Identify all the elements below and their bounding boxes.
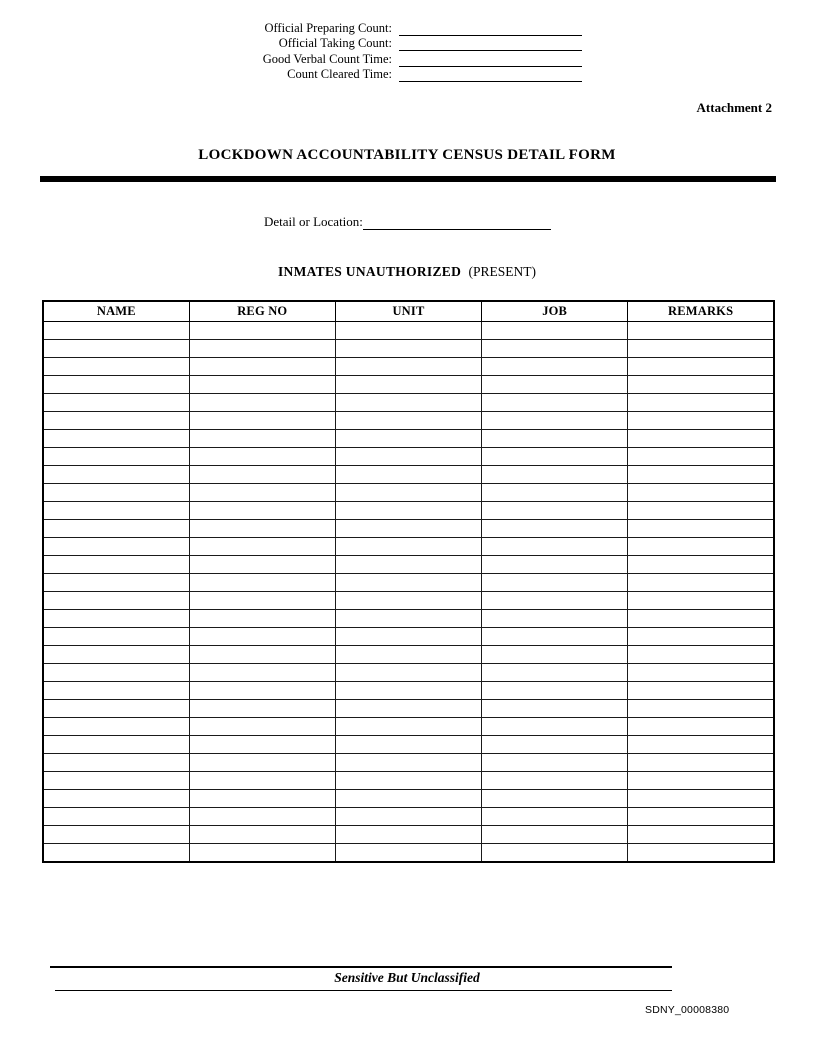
table-cell-empty — [335, 736, 481, 754]
table-cell-empty — [628, 466, 774, 484]
table-cell-empty — [43, 340, 189, 358]
table-cell-empty — [335, 718, 481, 736]
footer-rule-bottom — [55, 990, 672, 991]
table-cell-empty — [43, 466, 189, 484]
table-cell-empty — [482, 754, 628, 772]
table-cell-empty — [335, 412, 481, 430]
table-cell-empty — [628, 826, 774, 844]
table-row — [43, 592, 774, 610]
count-field-row — [240, 67, 582, 83]
table-cell-empty — [43, 718, 189, 736]
table-cell-empty — [335, 466, 481, 484]
table-cell-empty — [189, 808, 335, 826]
table-cell-empty — [482, 826, 628, 844]
table-cell-empty — [335, 448, 481, 466]
table-cell-empty — [628, 358, 774, 376]
table-cell-empty — [482, 448, 628, 466]
table-cell-empty — [628, 772, 774, 790]
table-cell-empty — [189, 610, 335, 628]
table-cell-empty — [335, 340, 481, 358]
table-cell-empty — [335, 772, 481, 790]
table-row — [43, 466, 774, 484]
section-heading-bold: INMATES UNAUTHORIZED — [277, 264, 462, 279]
count-field-row — [240, 20, 582, 36]
table-cell-empty — [482, 358, 628, 376]
table-cell-empty — [43, 520, 189, 538]
table-row — [43, 628, 774, 646]
table-cell-empty — [189, 592, 335, 610]
table-cell-empty — [628, 646, 774, 664]
table-cell-empty — [189, 322, 335, 340]
count-field-label: Good Verbal Count Time: — [262, 51, 392, 66]
table-row — [43, 538, 774, 556]
table-cell-empty — [335, 592, 481, 610]
table-cell-empty — [189, 574, 335, 592]
table-cell-empty — [482, 844, 628, 863]
table-cell-empty — [43, 790, 189, 808]
table-cell-empty — [482, 574, 628, 592]
table-cell-empty — [628, 808, 774, 826]
table-row — [43, 340, 774, 358]
table-cell-empty — [628, 412, 774, 430]
table-cell-empty — [628, 628, 774, 646]
table-cell-empty — [43, 682, 189, 700]
table-cell-empty — [482, 718, 628, 736]
table-cell-empty — [43, 592, 189, 610]
table-cell-empty — [482, 484, 628, 502]
table-cell-empty — [335, 610, 481, 628]
table-cell-empty — [628, 754, 774, 772]
table-cell-empty — [628, 736, 774, 754]
table-cell-empty — [43, 664, 189, 682]
table-cell-empty — [43, 646, 189, 664]
table-cell-empty — [335, 394, 481, 412]
count-field-row — [240, 36, 582, 52]
table-cell-empty — [189, 502, 335, 520]
count-field-label: Official Taking Count: — [278, 36, 392, 50]
table-cell-empty — [189, 430, 335, 448]
title-divider-rule — [40, 176, 776, 182]
table-cell-empty — [628, 700, 774, 718]
table-cell-empty — [43, 574, 189, 592]
table-row — [43, 502, 774, 520]
table-cell-empty — [482, 376, 628, 394]
table-row — [43, 358, 774, 376]
table-cell-empty — [482, 682, 628, 700]
attachment-label: Attachment 2 — [696, 100, 772, 115]
table-cell-empty — [43, 484, 189, 502]
table-cell-empty — [335, 502, 481, 520]
table-cell-empty — [628, 718, 774, 736]
table-cell-empty — [628, 394, 774, 412]
table-cell-empty — [628, 376, 774, 394]
table-cell-empty — [43, 700, 189, 718]
table-row — [43, 700, 774, 718]
table-cell-empty — [189, 340, 335, 358]
table-cell-empty — [628, 430, 774, 448]
table-cell-empty — [628, 592, 774, 610]
table-cell-empty — [628, 340, 774, 358]
table-cell-empty — [335, 322, 481, 340]
table-cell-empty — [43, 556, 189, 574]
table-row — [43, 376, 774, 394]
table-cell-empty — [335, 790, 481, 808]
table-row — [43, 718, 774, 736]
table-cell-empty — [335, 484, 481, 502]
table-cell-empty — [628, 556, 774, 574]
table-cell-empty — [43, 628, 189, 646]
table-cell-empty — [189, 448, 335, 466]
table-row — [43, 826, 774, 844]
table-cell-empty — [628, 484, 774, 502]
table-row — [43, 682, 774, 700]
table-cell-empty — [43, 376, 189, 394]
table-cell-empty — [335, 808, 481, 826]
table-row — [43, 574, 774, 592]
table-row — [43, 664, 774, 682]
table-header-row — [43, 301, 774, 322]
table-cell-empty — [628, 538, 774, 556]
detail-or-location-label: Detail or Location: — [264, 214, 363, 229]
census-table-header — [43, 301, 774, 322]
column-header-remarks: REMARKS — [628, 301, 774, 322]
table-cell-empty — [43, 322, 189, 340]
table-cell-empty — [335, 844, 481, 863]
table-cell-empty — [628, 574, 774, 592]
table-row — [43, 754, 774, 772]
table-cell-empty — [189, 826, 335, 844]
table-cell-empty — [189, 718, 335, 736]
table-cell-empty — [335, 664, 481, 682]
table-row — [43, 430, 774, 448]
table-cell-empty — [482, 466, 628, 484]
table-row — [43, 646, 774, 664]
table-cell-empty — [189, 736, 335, 754]
table-cell-empty — [482, 340, 628, 358]
table-cell-empty — [482, 610, 628, 628]
table-cell-empty — [482, 772, 628, 790]
table-cell-empty — [482, 628, 628, 646]
table-cell-empty — [482, 700, 628, 718]
table-cell-empty — [482, 502, 628, 520]
table-cell-empty — [43, 430, 189, 448]
table-cell-empty — [628, 610, 774, 628]
table-row — [43, 322, 774, 340]
table-row — [43, 736, 774, 754]
table-cell-empty — [189, 412, 335, 430]
table-cell-empty — [335, 430, 481, 448]
table-cell-empty — [482, 592, 628, 610]
table-cell-empty — [189, 520, 335, 538]
table-cell-empty — [43, 538, 189, 556]
table-cell-empty — [43, 808, 189, 826]
table-cell-empty — [482, 646, 628, 664]
table-cell-empty — [189, 466, 335, 484]
table-row — [43, 394, 774, 412]
table-cell-empty — [335, 646, 481, 664]
table-cell-empty — [189, 844, 335, 863]
table-row — [43, 808, 774, 826]
count-fields-block — [240, 20, 582, 82]
table-cell-empty — [43, 610, 189, 628]
table-cell-empty — [628, 790, 774, 808]
table-row — [43, 484, 774, 502]
table-row — [43, 772, 774, 790]
table-cell-empty — [335, 700, 481, 718]
section-heading — [0, 264, 814, 280]
table-cell-empty — [482, 556, 628, 574]
table-row — [43, 556, 774, 574]
table-cell-empty — [43, 448, 189, 466]
table-cell-empty — [189, 664, 335, 682]
table-cell-empty — [43, 826, 189, 844]
table-cell-empty — [335, 574, 481, 592]
table-cell-empty — [189, 772, 335, 790]
table-cell-empty — [189, 358, 335, 376]
table-cell-empty — [482, 520, 628, 538]
table-cell-empty — [628, 502, 774, 520]
footer-rule-top — [50, 966, 672, 968]
table-cell-empty — [189, 700, 335, 718]
census-table — [42, 300, 775, 863]
bates-number: SDNY_00008380 — [645, 1004, 730, 1016]
table-cell-empty — [482, 808, 628, 826]
table-cell-empty — [482, 322, 628, 340]
table-cell-empty — [628, 844, 774, 863]
table-cell-empty — [482, 430, 628, 448]
table-cell-empty — [335, 754, 481, 772]
table-cell-empty — [43, 412, 189, 430]
table-cell-empty — [335, 358, 481, 376]
table-cell-empty — [482, 664, 628, 682]
column-header-unit: UNIT — [335, 301, 481, 322]
count-field-blank-line — [399, 53, 582, 67]
table-cell-empty — [482, 538, 628, 556]
table-cell-empty — [335, 826, 481, 844]
table-cell-empty — [189, 556, 335, 574]
column-header-reg-no: REG NO — [189, 301, 335, 322]
table-cell-empty — [189, 394, 335, 412]
count-field-blank-line — [399, 68, 582, 82]
table-cell-empty — [43, 502, 189, 520]
table-cell-empty — [335, 538, 481, 556]
table-cell-empty — [189, 646, 335, 664]
table-cell-empty — [189, 538, 335, 556]
table-cell-empty — [43, 394, 189, 412]
page-title: LOCKDOWN ACCOUNTABILITY CENSUS DETAIL FORM — [198, 147, 616, 163]
table-cell-empty — [43, 736, 189, 754]
table-cell-empty — [335, 556, 481, 574]
count-field-label: Official Preparing Count: — [264, 20, 392, 35]
table-cell-empty — [482, 736, 628, 754]
table-row — [43, 448, 774, 466]
table-cell-empty — [628, 520, 774, 538]
table-row — [43, 790, 774, 808]
count-field-blank-line — [399, 37, 582, 51]
table-cell-empty — [43, 754, 189, 772]
detail-or-location-field — [264, 214, 551, 230]
table-cell-empty — [482, 790, 628, 808]
detail-or-location-blank-line — [363, 216, 551, 230]
table-cell-empty — [482, 412, 628, 430]
classification-marking: Sensitive But Unclassified — [334, 970, 480, 985]
table-cell-empty — [189, 484, 335, 502]
count-field-blank-line — [399, 22, 582, 36]
table-cell-empty — [628, 448, 774, 466]
census-table-body — [43, 322, 774, 863]
table-cell-empty — [335, 520, 481, 538]
table-cell-empty — [628, 664, 774, 682]
table-cell-empty — [628, 682, 774, 700]
table-cell-empty — [335, 682, 481, 700]
table-cell-empty — [628, 322, 774, 340]
column-header-job: JOB — [482, 301, 628, 322]
count-field-row — [240, 51, 582, 67]
table-row — [43, 520, 774, 538]
table-row — [43, 610, 774, 628]
table-cell-empty — [43, 844, 189, 863]
table-row — [43, 412, 774, 430]
table-cell-empty — [335, 628, 481, 646]
table-cell-empty — [482, 394, 628, 412]
table-cell-empty — [189, 376, 335, 394]
table-cell-empty — [189, 790, 335, 808]
table-cell-empty — [189, 754, 335, 772]
table-cell-empty — [43, 772, 189, 790]
table-cell-empty — [335, 376, 481, 394]
table-cell-empty — [43, 358, 189, 376]
section-heading-normal: (PRESENT) — [468, 264, 537, 279]
table-cell-empty — [189, 628, 335, 646]
count-field-label: Count Cleared Time: — [287, 67, 392, 81]
column-header-name: NAME — [43, 301, 189, 322]
table-cell-empty — [189, 682, 335, 700]
table-row — [43, 844, 774, 863]
